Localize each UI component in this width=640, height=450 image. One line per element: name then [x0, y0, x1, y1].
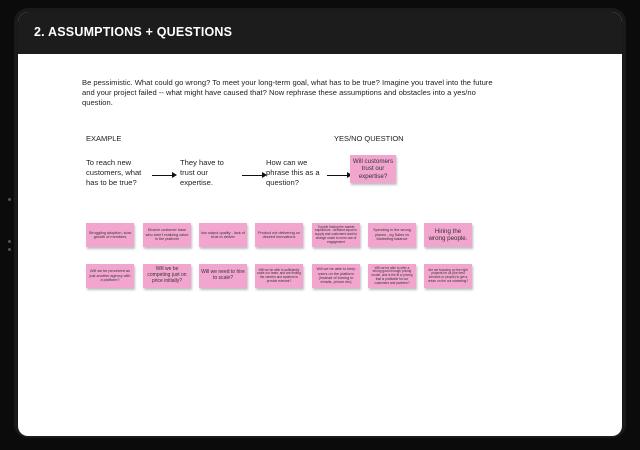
example-label: EXAMPLE: [86, 134, 122, 143]
intro-text: Be pessimistic. What could go wrong? To meet your long-term goal, what has to be true? Imagine you travel into the future and your project failed -- what might have caused that? Now rephrase these assumptions and obstacles into a yes/no question.: [82, 78, 493, 107]
edge-dot: [8, 198, 11, 201]
edge-dot: [8, 240, 11, 243]
sticky-note-assumption: Trouble finding the market equilibrium - demand equal to supply and customers want to change mode to more use of engagement: [312, 223, 360, 247]
sticky-note-question: Will we be able to keep users on the platform (Instead of turning to emails, phone etc): [312, 264, 360, 288]
arrow-right-icon: [242, 175, 264, 176]
slide-title: 2. ASSUMPTIONS + QUESTIONS: [34, 25, 233, 39]
sticky-note-assumption: Elusive customer base who aren't realizing value in the platform: [143, 223, 191, 247]
sticky-note-question: Will we be perceived as just another agency with a platform?: [86, 264, 134, 288]
sticky-note-assumption: Struggling adoption, slow growth of members: [86, 223, 134, 247]
edge-dot: [8, 248, 11, 251]
sticky-note-question: Will we be able to sufficiently scale our team, and are finding the careers and systems to provide relevant?: [255, 264, 303, 288]
example-step-3: How can we phrase this as a question?: [266, 158, 320, 187]
sticky-note-assumption: Hiring the wrong people.: [424, 223, 472, 247]
sticky-note-assumption: Spending in the wrong places - eg Sales vs Marketing balance: [368, 223, 416, 247]
arrow-right-icon: [327, 175, 349, 176]
sticky-note-question: Will we need to hire to scale?: [199, 264, 247, 288]
sticky-note-assumption: low output quality - lack of trust to deliver: [199, 223, 247, 247]
example-step-2: They have to trust our expertise.: [180, 158, 224, 187]
example-step-1: To reach new customers, what has to be true?: [86, 158, 142, 187]
arrow-right-icon: [152, 175, 174, 176]
yes-no-label: YES/NO QUESTION: [334, 134, 404, 143]
sticky-note-assumption: Product not delivering on desired innovations: [255, 223, 303, 247]
slide-screen: [18, 12, 622, 436]
sticky-note-question: Will we be competing just on price initially?: [143, 264, 191, 288]
sticky-note-yes-no-example: Will customers trust our expertise?: [350, 155, 396, 183]
sticky-note-question: Are we focusing on the right projects for us (the best services or people) to get a return on the our marketing?: [424, 264, 472, 288]
slide-header: [18, 12, 622, 54]
sticky-note-question: Will we be able to offer a strong good enough pricing model, and is the fit w pricing that is profitable for our customers and partners?: [368, 264, 416, 288]
